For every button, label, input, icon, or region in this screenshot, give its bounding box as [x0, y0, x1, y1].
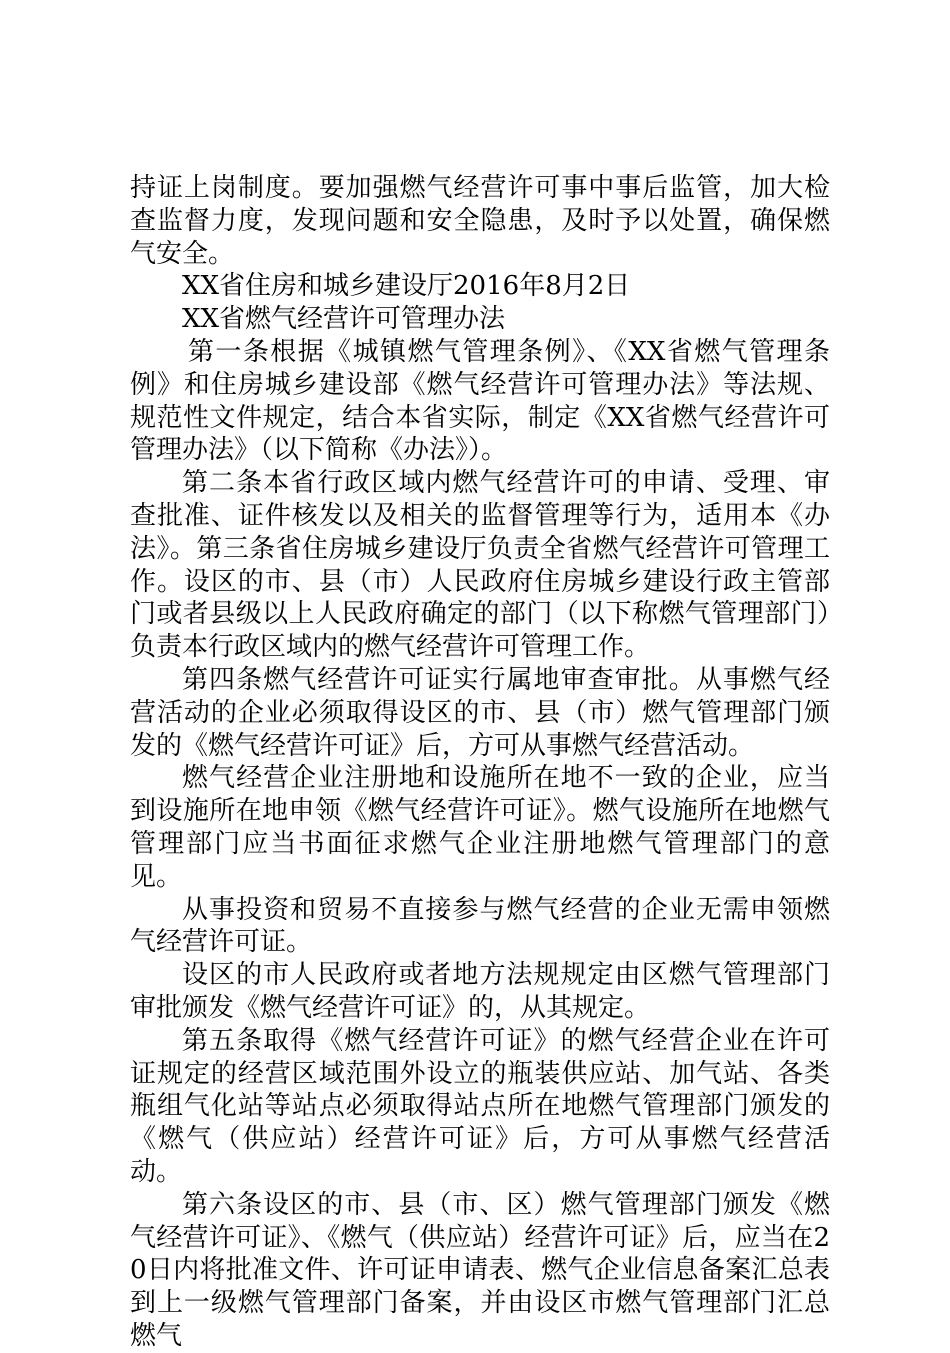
article-6: 第六条设区的市、县（市、区）燃气管理部门颁发《燃气经营许可证》、《燃气（供应站）经营许可证》后，应当在20日内将批准文件、许可证申请表、燃气企业信息备案汇总表到上一级燃气管理部门备案，并由设区市燃气管理部门汇总燃气	[130, 1189, 830, 1351]
document-body	[130, 172, 830, 1353]
article-5: 第五条取得《燃气经营许可证》的燃气经营企业在许可证规定的经营区域范围外设立的瓶装供应站、加气站、各类瓶组气化站等站点必须取得站点所在地燃气管理部门颁发的《燃气（供应站）经营许可证》后，方可从事燃气经营活动。	[130, 1025, 830, 1187]
article-4: 第四条燃气经营许可证实行属地审查审批。从事燃气经营活动的企业必须取得设区的市、县（市）燃气管理部门颁发的《燃气经营许可证》后，方可从事燃气经营活动。	[130, 664, 830, 761]
article-4-paragraph-4: 设区的市人民政府或者地方法规规定由区燃气管理部门审批颁发《燃气经营许可证》的，从其规定。	[130, 960, 830, 1023]
paragraph-continuation: 持证上岗制度。要加强燃气经营许可事中事后监管，加大检查监督力度，发现问题和安全隐患，及时予以处置，确保燃气安全。	[130, 173, 830, 269]
issuer-date-line: XX省住房和城乡建设厅2016年8月2日	[182, 271, 631, 302]
article-2-3: 第二条本省行政区域内燃气经营许可的申请、受理、审查批准、证件核发以及相关的监督管理等行为，适用本《办法》。第三条省住房城乡建设厅负责全省燃气经营许可管理工作。设区的市、县（市）人民政府住房城乡建设行政主管部门或者县级以上人民政府确定的部门（以下称燃气管理部门）负责本行政区域内的燃气经营许可管理工作。	[130, 468, 830, 663]
document-title: XX省燃气经营许可管理办法	[182, 304, 506, 335]
article-4-paragraph-2: 燃气经营企业注册地和设施所在地不一致的企业，应当到设施所在地申领《燃气经营许可证》。燃气设施所在地燃气管理部门应当书面征求燃气企业注册地燃气管理部门的意见。	[130, 763, 830, 892]
article-1: 第一条根据《城镇燃气管理条例》、《XX省燃气管理条例》和住房城乡建设部《燃气经营许可管理办法》等法规、规范性文件规定，结合本省实际，制定《XX省燃气经营许可管理办法》（以下简称《办法》）。	[130, 336, 830, 466]
article-4-paragraph-3: 从事投资和贸易不直接参与燃气经营的企业无需申领燃气经营许可证。	[130, 894, 830, 958]
